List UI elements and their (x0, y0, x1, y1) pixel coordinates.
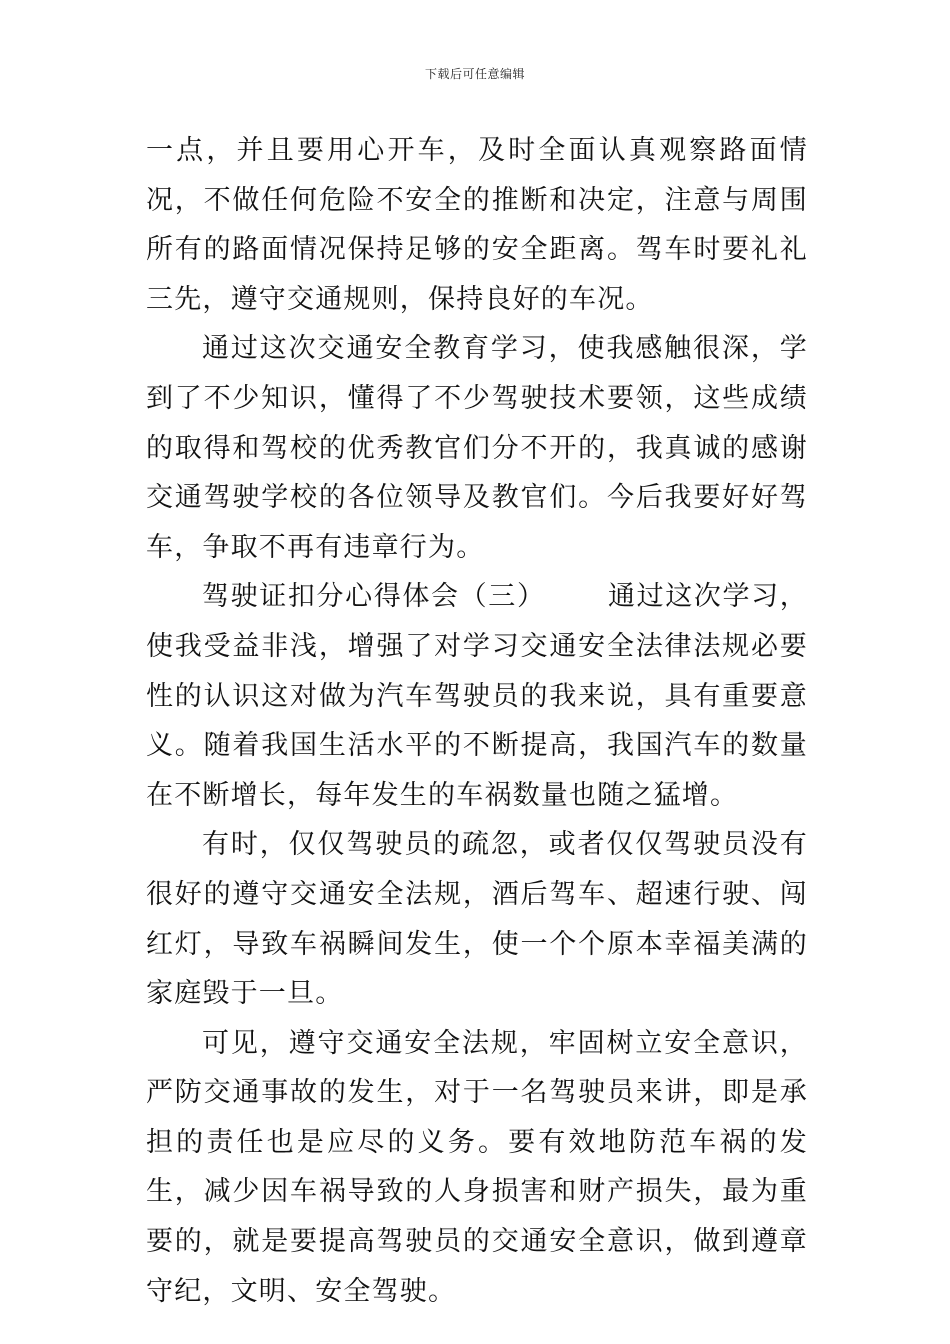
document-body (146, 126, 808, 1316)
page-header-note: 下载后可任意编辑 (424, 67, 525, 81)
paragraph-conclusion: 可见，遵守交通安全法规，牢固树立安全意识，严防交通事故的发生，对于一名驾驶员来讲，即是承担的责任也是应尽的义务。要有效地防范车祸的发生，减少因车祸导致的人身损害和财产损失，最为重要的，就是要提高驾驶员的交通安全意识，做到遵章守纪，文明、安全驾驶。 (146, 1027, 808, 1307)
paragraph-negligence: 有时，仅仅驾驶员的疏忽，或者仅仅驾驶员没有很好的遵守交通安全法规，酒后驾车、超速行驶、闯红灯，导致车祸瞬间发生，使一个个原本幸福美满的家庭毁于一旦。 (146, 829, 808, 1010)
paragraph-section-three (146, 572, 808, 820)
paragraph-study-reflection: 通过这次交通安全教育学习，使我感触很深，学到了不少知识，懂得了不少驾驶技术要领，这些成绩的取得和驾校的优秀教官们分不开的，我真诚的感谢交通驾驶学校的各位领导及教官们。今后我要好好驾车，争取不再有违章行为。 (146, 333, 808, 563)
section-heading: 驾驶证扣分心得体会（三） (202, 581, 546, 613)
section-three-text: 通过这次学习，使我受益非浅，增强了对学习交通安全法律法规必要性的认识这对做为汽车驾驶员的我来说，具有重要意义。随着我国生活水平的不断提高，我国汽车的数量在不断增长，每年发生的车祸数量也随之猛增。 (146, 581, 808, 811)
paragraph-continuation: 一点，并且要用心开车，及时全面认真观察路面情况，不做任何危险不安全的推断和决定，注意与周围所有的路面情况保持足够的安全距离。驾车时要礼礼三先，遵守交通规则，保持良好的车况。 (146, 135, 808, 315)
